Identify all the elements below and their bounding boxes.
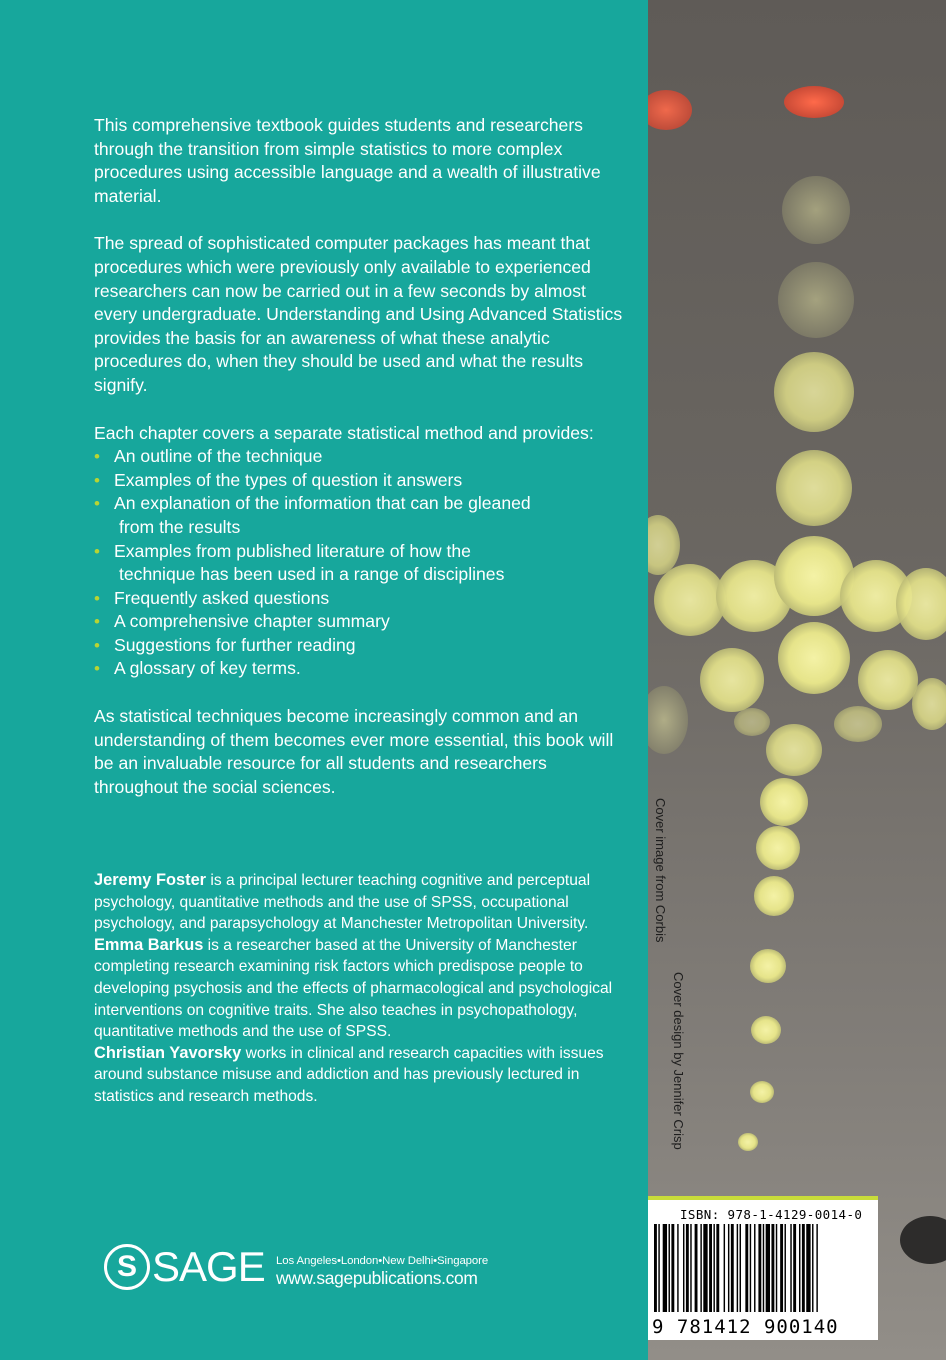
list-item: • Examples of the types of question it answers: [94, 469, 624, 493]
bokeh-lights-image: [648, 0, 946, 1360]
author-name: Jeremy Foster: [94, 871, 207, 889]
publisher-info: [276, 1254, 488, 1288]
cover-photo: [648, 0, 946, 1360]
barcode-bar: [703, 1224, 707, 1312]
author-bio: Emma Barkus is a researcher based at the University of Manchester completing research examining risk factors which predispose people to developing psychosis and the effects of pharmacological and psychological interventions on cognitive traits. She also teaches in psychopathology, quantitative methods and the use of SPSS.: [94, 935, 613, 1041]
list-item: • Frequently asked questions: [94, 587, 624, 611]
list-item: • An explanation of the information that can be gleaned from the results: [94, 493, 531, 537]
barcode-bar: [750, 1224, 751, 1312]
barcode-bar: [686, 1224, 689, 1312]
barcode-bar: [790, 1224, 791, 1312]
cover-image-credit: Cover image from Corbis: [653, 798, 668, 943]
barcode-bar: [724, 1224, 725, 1312]
bullet-icon: •: [94, 541, 100, 561]
barcode-bar: [731, 1224, 734, 1312]
barcode-bar: [716, 1224, 719, 1312]
barcode-bar: [816, 1224, 817, 1312]
barcode-bar: [740, 1224, 741, 1312]
bullet-icon: •: [94, 447, 100, 467]
list-item: • An outline of the technique: [94, 445, 624, 469]
isbn-label: ISBN: 978-1-4129-0014-0: [680, 1207, 863, 1222]
barcode-bar: [763, 1224, 764, 1312]
list-item: • A comprehensive chapter summary: [94, 610, 624, 634]
chapter-intro-paragraph: Each chapter covers a separate statistical method and provides:: [94, 422, 594, 443]
barcode-bar: [754, 1224, 755, 1312]
list-item: • A glossary of key terms.: [94, 657, 624, 681]
barcode-bar: [785, 1224, 786, 1312]
barcode-bar: [683, 1224, 684, 1312]
barcode-bar: [806, 1224, 810, 1312]
author-bio: Jeremy Foster is a principal lecturer teaching cognitive and perceptual psychology, quantitative methods and the use of SPSS, occupational psychology, and parapsychology at Manchester Metropolitan University.: [94, 871, 591, 933]
sage-wordmark: SAGE: [152, 1243, 265, 1290]
features-list: [94, 445, 624, 681]
description-block: [94, 114, 624, 823]
barcode-bar: [780, 1224, 783, 1312]
barcode-bar: [663, 1224, 667, 1312]
bullet-icon: •: [94, 659, 100, 679]
bullet-icon: •: [94, 635, 100, 655]
barcode-bar: [654, 1224, 657, 1312]
bullet-icon: •: [94, 494, 100, 514]
author-name: Emma Barkus: [94, 935, 204, 954]
barcode-bar: [766, 1224, 770, 1312]
barcode-bar: [709, 1224, 712, 1312]
barcode-bar: [799, 1224, 800, 1312]
barcode-bar: [812, 1224, 813, 1312]
barcode-bar: [737, 1224, 738, 1312]
sage-logo-mark-icon: S: [104, 1244, 150, 1290]
barcode-icon: [652, 1224, 874, 1314]
author-name: Christian Yavorsky: [94, 1043, 242, 1062]
bullet-icon: •: [94, 588, 100, 608]
barcode-bar: [776, 1224, 777, 1312]
packages-paragraph: The spread of sophisticated computer packages has meant that procedures which were previously only available to experienced researchers can now be carried out in a few seconds by almost every undergraduate. Understanding and Using Advanced Statistics provides the basis for an awareness of what these analytic procedures do, when they should be used and what the results signify.: [94, 233, 623, 395]
cover-design-credit: Cover design by Jennifer Crisp: [671, 972, 686, 1150]
intro-paragraph: This comprehensive textbook guides students and researchers through the transition from simple statistics to more complex procedures using accessible language and a wealth of illustrative material.: [94, 115, 601, 206]
author-bio: Christian Yavorsky works in clinical and research capacities with issues around substance misuse and addiction and has previously lectured in statistics and research methods.: [94, 1043, 604, 1105]
sage-logo: [104, 1244, 265, 1290]
barcode-bar: [690, 1224, 691, 1312]
publisher-url: www.sagepublications.com: [276, 1268, 478, 1288]
barcode-bar: [671, 1224, 674, 1312]
list-item: • Examples from published literature of how the technique has been used in a range of disciplines: [94, 540, 505, 585]
barcode-bar: [700, 1224, 701, 1312]
bullet-icon: •: [94, 612, 100, 632]
barcode-bar: [728, 1224, 729, 1312]
barcode-bar: [745, 1224, 748, 1312]
bullet-icon: •: [94, 470, 100, 490]
list-item: • Suggestions for further reading: [94, 634, 624, 658]
barcode-bar: [758, 1224, 761, 1312]
closing-paragraph: As statistical techniques become increasingly common and an understanding of them becomes ever more essential, this book will be an invaluable resource for all students and researchers throughout the social sciences.: [94, 706, 614, 797]
barcode-bar: [771, 1224, 774, 1312]
barcode-bar: [793, 1224, 796, 1312]
author-bios: [94, 870, 614, 1108]
barcode-bar: [695, 1224, 698, 1312]
barcode-bar: [713, 1224, 714, 1312]
isbn-barcode-box: [648, 1196, 878, 1340]
publisher-cities: Los Angeles•London•New Delhi•Singapore: [276, 1255, 489, 1267]
barcode-bar: [669, 1224, 670, 1312]
barcode-digits: 9 781412 900140: [652, 1316, 839, 1338]
barcode-bar: [802, 1224, 805, 1312]
barcode-bar: [677, 1224, 678, 1312]
barcode-bar: [658, 1224, 659, 1312]
